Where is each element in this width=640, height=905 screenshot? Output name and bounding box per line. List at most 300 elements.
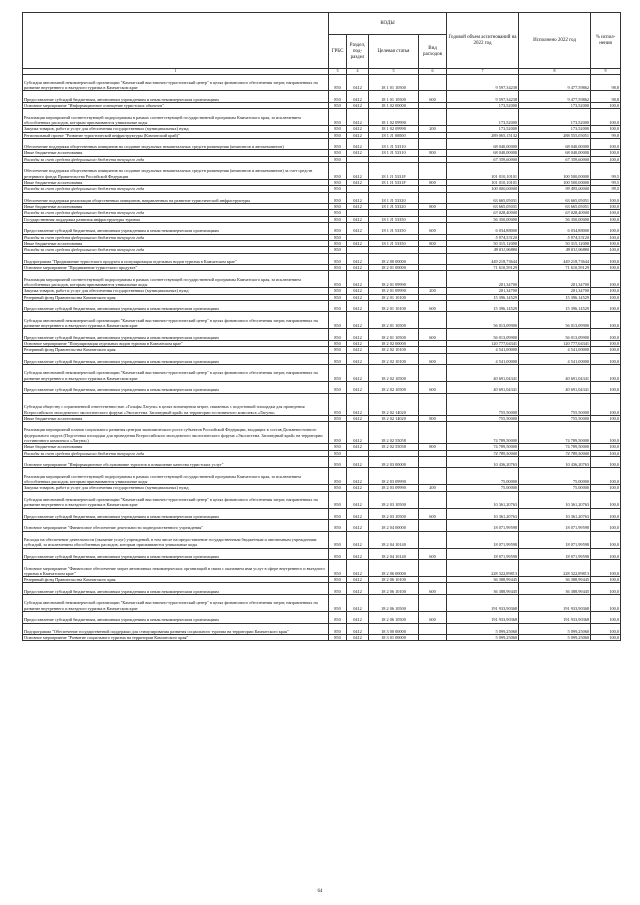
row-grbs-cell: 850 — [329, 234, 347, 240]
row-target-article-cell: 18 2 06 00000 — [369, 560, 419, 577]
table-row — [23, 300, 621, 312]
row-target-article-cell: 18 2 06 10500 — [369, 611, 419, 623]
row-executed-cell: 50 315,12000 — [519, 240, 591, 246]
row-executed-cell: 5 099,25060 — [519, 635, 591, 641]
row-grbs-cell: 850 — [329, 216, 347, 222]
row-plan-cell: 71 610,59129 — [447, 265, 519, 271]
row-percent-cell: 100,0 — [591, 347, 621, 353]
column-index: 4 — [347, 69, 369, 75]
row-expense-type-cell — [419, 271, 447, 288]
row-razdel-cell: 0412 — [347, 150, 369, 156]
row-percent-cell: 100,0 — [591, 393, 621, 415]
row-executed-cell: 75,00000 — [519, 485, 591, 491]
row-name-cell: Подпрограмма "Обеспечение государственной поддержки для стимулирования развития социального туризма на территории Камчатского края" — [23, 623, 329, 635]
row-name-cell: Иные бюджетные ассигнования — [23, 240, 329, 246]
row-percent-cell: 100,0 — [591, 491, 621, 508]
row-razdel-cell: 0412 — [347, 393, 369, 415]
row-plan-cell: 4 541,00000 — [447, 353, 519, 365]
row-executed-cell: 9 477,59862 — [519, 74, 591, 91]
row-razdel-cell: 0412 — [347, 531, 369, 548]
row-razdel-cell: 0412 — [347, 179, 369, 185]
row-razdel-cell: 0412 — [347, 347, 369, 353]
row-percent-cell: 100,0 — [591, 150, 621, 156]
row-plan-cell: 18 071,99598 — [447, 520, 519, 532]
row-executed-cell: 63 665,05051 — [519, 192, 591, 204]
header-razdel: Раздел, под-раздел — [347, 35, 369, 69]
header-target-article: Целевая статья — [369, 35, 419, 69]
row-target-article-cell: 18 3 01 00000 — [369, 635, 419, 641]
row-grbs-cell: 850 — [329, 422, 347, 444]
row-grbs-cell: 850 — [329, 456, 347, 468]
row-executed-cell: 120 777,04341 — [519, 340, 591, 346]
row-executed-cell: 67 359,60000 — [519, 156, 591, 162]
row-target-article-cell: 18 2 04 10140 — [369, 548, 419, 560]
row-grbs-cell: 850 — [329, 560, 347, 577]
row-plan-cell: 15 396,14529 — [447, 294, 519, 300]
row-plan-cell: 191 933,90368 — [447, 611, 519, 623]
row-target-article-cell: 18 1 J1 5331F — [369, 179, 419, 185]
row-percent-cell: 100,0 — [591, 126, 621, 132]
row-razdel-cell: 0412 — [347, 109, 369, 126]
row-percent-cell: 99,5 — [591, 186, 621, 192]
row-target-article-cell: 18 2 02 14020 — [369, 393, 419, 415]
row-percent-cell: 100,0 — [591, 548, 621, 560]
row-plan-cell: 5 099,25060 — [447, 635, 519, 641]
table-row — [23, 508, 621, 520]
table-row — [23, 623, 621, 635]
header-annual-plan: Годовой объем ассигнований на 2022 год — [447, 13, 519, 69]
row-percent-cell: 100,0 — [591, 595, 621, 612]
row-executed-cell: 18 071,99598 — [519, 531, 591, 548]
row-plan-cell: 68 040,00000 — [447, 138, 519, 150]
row-name-cell: Иные бюджетные ассигнования — [23, 150, 329, 156]
row-grbs-cell: 850 — [329, 103, 347, 109]
row-percent-cell: 100,0 — [591, 508, 621, 520]
row-razdel-cell: 0412 — [347, 382, 369, 394]
table-row — [23, 635, 621, 641]
row-target-article-cell: 18 2 03 09990 — [369, 485, 419, 491]
row-expense-type-cell — [419, 491, 447, 508]
row-name-cell: Иные бюджетные ассигнования — [23, 415, 329, 421]
row-expense-type-cell: 800 — [419, 240, 447, 246]
row-plan-cell: 101 010,10101 — [447, 163, 519, 180]
table-row — [23, 74, 621, 91]
row-executed-cell: 36 388,99445 — [519, 583, 591, 595]
row-name-cell: Обеспечение поддержки реализации общественных инициатив, направленных на развитие туристической инфраструктуры — [23, 192, 329, 204]
row-plan-cell: 40 691,04341 — [447, 365, 519, 382]
table-row — [23, 365, 621, 382]
row-plan-cell: 56 350,00000 — [447, 216, 519, 222]
row-plan-cell: 173,52000 — [447, 103, 519, 109]
row-executed-cell: 40 691,04341 — [519, 365, 591, 382]
row-expense-type-cell: 800 — [419, 204, 447, 210]
row-plan-cell: 9 597,34238 — [447, 74, 519, 91]
row-expense-type-cell: 600 — [419, 611, 447, 623]
row-percent-cell: 100,0 — [591, 192, 621, 204]
table-row — [23, 456, 621, 468]
row-target-article-cell: 18 1 J1 5331F — [369, 163, 419, 180]
row-razdel-cell: 0412 — [347, 491, 369, 508]
row-name-cell: Резервный фонд Правительства Камчатского края — [23, 294, 329, 300]
row-executed-cell: 68 040,00000 — [519, 150, 591, 156]
row-plan-cell: 10 361,20763 — [447, 508, 519, 520]
row-expense-type-cell: 200 — [419, 126, 447, 132]
row-percent-cell: 100,0 — [591, 560, 621, 577]
row-name-cell: Субсидия обществу с ограниченной ответственностью «Гольфы Лагуна» в целях возмещения затрат, связанных с подготовкой площадки для проведения Всероссийского молодежного экологического форума «Экосистема. Заповедный край» на территории гостиничного комплекса «Лагуна» — [23, 393, 329, 415]
row-executed-cell: 99 495,00000 — [519, 186, 591, 192]
row-razdel-cell: 0412 — [347, 192, 369, 204]
row-plan-cell: 228 322,89813 — [447, 560, 519, 577]
row-executed-cell: 173,52000 — [519, 126, 591, 132]
table-row — [23, 163, 621, 180]
row-executed-cell: 71 610,59129 — [519, 265, 591, 271]
row-expense-type-cell: 800 — [419, 179, 447, 185]
row-grbs-cell: 850 — [329, 253, 347, 265]
row-name-cell: Расходы за счет средств федерального бюджета текущего года — [23, 210, 329, 216]
column-index: 5 — [369, 69, 419, 75]
row-name-cell: Расходы за счет средств федерального бюджета текущего года — [23, 247, 329, 253]
budget-execution-table — [22, 12, 621, 641]
row-percent-cell: 100,0 — [591, 353, 621, 365]
row-percent-cell: 100,0 — [591, 450, 621, 456]
table-row — [23, 312, 621, 329]
column-index: 7 — [447, 69, 519, 75]
row-percent-cell: 98,8 — [591, 74, 621, 91]
row-percent-cell: 100,0 — [591, 365, 621, 382]
row-razdel-cell: 0412 — [347, 294, 369, 300]
table-row — [23, 382, 621, 394]
row-expense-type-cell: 200 — [419, 288, 447, 294]
row-plan-cell: 75,00000 — [447, 485, 519, 491]
row-executed-cell: 10 361,20763 — [519, 508, 591, 520]
row-razdel-cell: 0412 — [347, 253, 369, 265]
row-target-article-cell: 18 2 03 00000 — [369, 456, 419, 468]
table-row — [23, 611, 621, 623]
row-razdel-cell: 0412 — [347, 508, 369, 520]
row-grbs-cell: 850 — [329, 150, 347, 156]
row-expense-type-cell — [419, 456, 447, 468]
row-percent-cell: 100,0 — [591, 210, 621, 216]
row-target-article-cell: 18 1 J1 53310 — [369, 138, 419, 150]
row-grbs-cell: 850 — [329, 240, 347, 246]
row-grbs-cell: 850 — [329, 288, 347, 294]
row-executed-cell: 4 541,00000 — [519, 347, 591, 353]
row-grbs-cell: 850 — [329, 468, 347, 485]
row-grbs-cell: 850 — [329, 531, 347, 548]
row-grbs-cell: 850 — [329, 485, 347, 491]
table-row — [23, 329, 621, 341]
table-row — [23, 422, 621, 444]
row-plan-cell: 173,52000 — [447, 109, 519, 126]
row-grbs-cell: 850 — [329, 508, 347, 520]
row-percent-cell: 100,0 — [591, 253, 621, 265]
row-name-cell: Обеспечение поддержки общественных инициатив на создание модульных некапитальных средств размещения (кемпингов и автокемпингов) за счет средств резервного фонда Правительства Российской Федерации — [23, 163, 329, 180]
row-executed-cell: 173,52000 — [519, 109, 591, 126]
row-grbs-cell: 850 — [329, 163, 347, 180]
row-plan-cell: 289 065,15132 — [447, 132, 519, 138]
row-target-article-cell: 18 2 02 10100 — [369, 347, 419, 353]
row-name-cell: Предоставление субсидий бюджетным, автономным учреждениям и иным некоммерческим организациям — [23, 611, 329, 623]
row-percent-cell: 100,0 — [591, 216, 621, 222]
row-executed-cell: 191 933,90368 — [519, 595, 591, 612]
row-target-article-cell: 18 1 J1 53320 — [369, 204, 419, 210]
row-grbs-cell: 850 — [329, 126, 347, 132]
row-razdel-cell: 0412 — [347, 422, 369, 444]
row-name-cell: Субсидия автономной некоммерческой организации "Камчатский выставочно-туристический центр" в целях финансового обеспечения затрат, направленных на развитие внутреннего и въездного туризма в Камчатском крае — [23, 491, 329, 508]
row-expense-type-cell — [419, 365, 447, 382]
row-percent-cell: 100,0 — [591, 204, 621, 210]
row-expense-type-cell — [419, 623, 447, 635]
row-plan-cell: 201,34700 — [447, 288, 519, 294]
row-expense-type-cell — [419, 635, 447, 641]
row-plan-cell: 120 777,04341 — [447, 340, 519, 346]
row-target-article-cell: 18 2 06 10100 — [369, 577, 419, 583]
row-target-article-cell: 18 1 02 00000 — [369, 103, 419, 109]
row-grbs-cell: 850 — [329, 623, 347, 635]
row-executed-cell: 63 665,05051 — [519, 204, 591, 210]
row-executed-cell: 36 388,99445 — [519, 577, 591, 583]
row-expense-type-cell — [419, 138, 447, 150]
table-row — [23, 595, 621, 612]
row-executed-cell: 40 691,04341 — [519, 382, 591, 394]
header-grbs: ГРБС — [329, 35, 347, 69]
row-grbs-cell: 850 — [329, 210, 347, 216]
row-percent-cell: 100,0 — [591, 623, 621, 635]
row-percent-cell: 99,8 — [591, 132, 621, 138]
table-row — [23, 393, 621, 415]
row-name-cell: Субсидия автономной некоммерческой организации "Камчатский выставочно-туристический центр" в целях финансового обеспечения затрат, направленных на развитие внутреннего и въездного туризма в Камчатском крае — [23, 312, 329, 329]
row-expense-type-cell: 800 — [419, 444, 447, 450]
row-name-cell: Региональный проект "Развитие туристической инфраструктуры (Камчатский край)" — [23, 132, 329, 138]
row-target-article-cell: 18 1 01 10500 — [369, 74, 419, 91]
row-razdel-cell: 0412 — [347, 468, 369, 485]
row-expense-type-cell: 600 — [419, 508, 447, 520]
table-row — [23, 223, 621, 235]
row-expense-type-cell — [419, 74, 447, 91]
row-razdel-cell: 0412 — [347, 560, 369, 577]
row-percent-cell: 100,0 — [591, 577, 621, 583]
row-grbs-cell: 850 — [329, 340, 347, 346]
row-razdel-cell: 0412 — [347, 583, 369, 595]
row-plan-cell: 101 010,10101 — [447, 179, 519, 185]
row-executed-cell: 56 350,00000 — [519, 216, 591, 222]
row-plan-cell: 10 361,20763 — [447, 491, 519, 508]
row-name-cell: Подпрограмма "Продвижение туристского продукта и популяризация отдельных видов туризма в Камчатском крае" — [23, 253, 329, 265]
table-row — [23, 560, 621, 577]
table-row — [23, 138, 621, 150]
row-expense-type-cell — [419, 393, 447, 415]
row-plan-cell: 18 071,99598 — [447, 531, 519, 548]
row-name-cell: Расходы на обеспечение деятельности (оказание услуг) учреждений, в том числе на предоставление государственным бюджетным и автономным учреждениям субсидий, за исключением обособленных расходов, которым присваиваются уникальные коды — [23, 531, 329, 548]
row-percent-cell: 100,0 — [591, 156, 621, 162]
row-plan-cell: 63 665,05031 — [447, 192, 519, 204]
row-executed-cell: 201,34700 — [519, 271, 591, 288]
row-expense-type-cell: 600 — [419, 223, 447, 235]
row-executed-cell: 173,52000 — [519, 103, 591, 109]
row-name-cell: Реализация мероприятий соответствующей подпрограммы в рамках соответствующей государственной программы Камчатского края, за исключением обособленных расходов, которым присваиваются уникальные коды — [23, 468, 329, 485]
row-grbs-cell: 850 — [329, 365, 347, 382]
row-grbs-cell: 850 — [329, 132, 347, 138]
row-grbs-cell: 850 — [329, 300, 347, 312]
row-grbs-cell: 850 — [329, 491, 347, 508]
row-target-article-cell: 18 2 02 10500 — [369, 382, 419, 394]
row-target-article-cell: 18 2 00 00000 — [369, 253, 419, 265]
row-grbs-cell: 850 — [329, 312, 347, 329]
row-name-cell: Расходы за счет средств федерального бюджета текущего года — [23, 156, 329, 162]
row-executed-cell: 4 541,00000 — [519, 353, 591, 365]
row-target-article-cell: 18 3 00 00000 — [369, 623, 419, 635]
row-razdel-cell: 0412 — [347, 353, 369, 365]
table-row — [23, 353, 621, 365]
row-razdel-cell: 0412 — [347, 91, 369, 103]
row-target-article-cell: 18 2 01 09990 — [369, 271, 419, 288]
row-name-cell: Предоставление субсидий бюджетным, автономным учреждениям и иным некоммерческим организациям — [23, 548, 329, 560]
row-executed-cell: 10 436,20763 — [519, 456, 591, 468]
table-row — [23, 531, 621, 548]
row-razdel-cell: 0412 — [347, 132, 369, 138]
row-executed-cell: 56 013,09900 — [519, 329, 591, 341]
row-plan-cell: 201,34700 — [447, 271, 519, 288]
row-target-article-cell: 18 2 02 55058 — [369, 422, 419, 444]
row-name-cell: Закупка товаров, работ и услуг для обеспечения государственных (муниципальных) нужд — [23, 485, 329, 491]
row-name-cell: Иные бюджетные ассигнования — [23, 179, 329, 185]
row-expense-type-cell — [419, 163, 447, 180]
row-expense-type-cell: 200 — [419, 485, 447, 491]
row-target-article-cell: 18 1 02 09990 — [369, 109, 419, 126]
row-executed-cell: 15 396,14529 — [519, 294, 591, 300]
row-executed-cell: 49 811,96880 — [519, 247, 591, 253]
header-executed: Исполнено 2022 год — [519, 13, 591, 69]
row-executed-cell: 63 028,40000 — [519, 210, 591, 216]
row-target-article-cell: 18 1 01 10500 — [369, 91, 419, 103]
row-grbs-cell: 850 — [329, 635, 347, 641]
row-percent-cell: 100,0 — [591, 109, 621, 126]
row-expense-type-cell: 600 — [419, 91, 447, 103]
row-plan-cell: 10 436,20763 — [447, 456, 519, 468]
row-razdel-cell: 0412 — [347, 415, 369, 421]
row-percent-cell: 100,0 — [591, 138, 621, 150]
row-percent-cell: 100,0 — [591, 456, 621, 468]
row-grbs-cell: 850 — [329, 577, 347, 583]
row-percent-cell: 100,0 — [591, 223, 621, 235]
row-razdel-cell: 0412 — [347, 635, 369, 641]
row-name-cell: Субсидия автономной некоммерческой организации "Камчатский выставочно-туристический центр" в целях финансового обеспечения затрат, направленных на развитие внутреннего и въездного туризма в Камчатском крае — [23, 365, 329, 382]
row-name-cell: Предоставление субсидий бюджетным, автономным учреждениям и иным некоммерческим организациям — [23, 508, 329, 520]
row-razdel-cell: 0412 — [347, 444, 369, 450]
row-plan-cell: 449 218,73644 — [447, 253, 519, 265]
row-percent-cell: 100,0 — [591, 271, 621, 288]
row-razdel-cell: 0412 — [347, 485, 369, 491]
row-razdel-cell: 0412 — [347, 312, 369, 329]
row-executed-cell: 74 789,50000 — [519, 422, 591, 444]
row-percent-cell: 100,0 — [591, 444, 621, 450]
row-name-cell: Основное мероприятие "Продвижение туристского продукта" — [23, 265, 329, 271]
row-name-cell: Резервный фонд Правительства Камчатского края — [23, 577, 329, 583]
row-razdel-cell: 0412 — [347, 340, 369, 346]
row-name-cell: Основное мероприятие "Информационное обслуживание туристов и повышение качества туристских услуг" — [23, 456, 329, 468]
row-percent-cell: 100,0 — [591, 382, 621, 394]
row-expense-type-cell: 600 — [419, 300, 447, 312]
row-name-cell: Закупка товаров, работ и услуг для обеспечения государственных (муниципальных) нужд — [23, 126, 329, 132]
row-name-cell: Основное мероприятие "Финансовое обеспечение затрат автономных некоммерческих организаций в связи с оказанием ими услуг в сфере внутреннего и въездного туризма в Камчатском крае" — [23, 560, 329, 577]
column-index: 3 — [329, 69, 347, 75]
row-executed-cell: 191 933,90368 — [519, 611, 591, 623]
row-target-article-cell: 18 2 01 00000 — [369, 265, 419, 271]
table-row — [23, 253, 621, 265]
row-target-article-cell: 18 1 J1 53310 — [369, 150, 419, 156]
row-grbs-cell: 850 — [329, 382, 347, 394]
row-plan-cell: 755,50000 — [447, 415, 519, 421]
row-target-article-cell: 18 2 01 10100 — [369, 300, 419, 312]
row-grbs-cell: 850 — [329, 393, 347, 415]
row-expense-type-cell: 800 — [419, 415, 447, 421]
row-percent-cell: 100,0 — [591, 312, 621, 329]
row-plan-cell: 9 597,34238 — [447, 91, 519, 103]
row-razdel-cell: 0412 — [347, 204, 369, 210]
row-expense-type-cell: 800 — [419, 150, 447, 156]
row-name-cell: Расходы за счет средств федерального бюджета текущего года — [23, 450, 329, 456]
row-grbs-cell: 850 — [329, 583, 347, 595]
row-plan-cell: 63 665,05031 — [447, 204, 519, 210]
row-plan-cell: 100 000,00000 — [447, 186, 519, 192]
row-name-cell: Иные бюджетные ассигнования — [23, 444, 329, 450]
row-expense-type-cell — [419, 422, 447, 444]
row-executed-cell: 68 040,00000 — [519, 138, 591, 150]
row-grbs-cell: 850 — [329, 294, 347, 300]
row-expense-type-cell — [419, 253, 447, 265]
row-grbs-cell: 850 — [329, 611, 347, 623]
row-executed-cell: 755,50000 — [519, 415, 591, 421]
table-row — [23, 468, 621, 485]
row-plan-cell: 56 013,09900 — [447, 312, 519, 329]
row-name-cell: Предоставление субсидий бюджетным, автономным учреждениям и иным некоммерческим организациям — [23, 300, 329, 312]
row-name-cell: Реализация мероприятий соответствующей подпрограммы в рамках соответствующей государственной программы Камчатского края, за исключением обособленных расходов, которым присваиваются уникальные коды — [23, 109, 329, 126]
row-grbs-cell: 850 — [329, 91, 347, 103]
column-index: 8 — [519, 69, 591, 75]
row-grbs-cell: 850 — [329, 347, 347, 353]
row-grbs-cell: 850 — [329, 271, 347, 288]
row-razdel-cell: 0412 — [347, 288, 369, 294]
row-grbs-cell: 850 — [329, 223, 347, 235]
row-executed-cell: 10 361,20763 — [519, 491, 591, 508]
row-plan-cell: 755,50000 — [447, 393, 519, 415]
row-expense-type-cell: 600 — [419, 382, 447, 394]
row-name-cell: Иные бюджетные ассигнования — [23, 204, 329, 210]
row-executed-cell: 228 322,89813 — [519, 560, 591, 577]
row-target-article-cell: 18 2 06 10100 — [369, 583, 419, 595]
row-plan-cell: 4 541,00000 — [447, 347, 519, 353]
row-target-article-cell: 18 2 02 10100 — [369, 353, 419, 365]
row-grbs-cell: 850 — [329, 204, 347, 210]
row-razdel-cell: 0412 — [347, 611, 369, 623]
row-executed-cell: 755,50000 — [519, 393, 591, 415]
row-target-article-cell: 18 2 04 00000 — [369, 520, 419, 532]
row-razdel-cell: 0412 — [347, 138, 369, 150]
row-target-article-cell: 18 2 03 09990 — [369, 468, 419, 485]
row-executed-cell: 56 013,09900 — [519, 312, 591, 329]
row-target-article-cell: 18 1 J1 53350 — [369, 240, 419, 246]
row-name-cell: Закупка товаров, работ и услуг для обеспечения государственных (муниципальных) нужд — [23, 288, 329, 294]
row-name-cell: Субсидия автономной некоммерческой организации "Камчатский выставочно-туристический центр" в целях финансового обеспечения затрат, направленных на развитие внутреннего и въездного туризма в Камчатском крае — [23, 595, 329, 612]
row-plan-cell: 5 099,25060 — [447, 623, 519, 635]
row-grbs-cell: 850 — [329, 329, 347, 341]
row-plan-cell: 67 359,60000 — [447, 156, 519, 162]
row-percent-cell: 100,0 — [591, 485, 621, 491]
row-executed-cell: 6 034,88000 — [519, 223, 591, 235]
row-razdel-cell: 0412 — [347, 271, 369, 288]
row-razdel-cell: 0412 — [347, 163, 369, 180]
row-plan-cell: 173,52000 — [447, 126, 519, 132]
